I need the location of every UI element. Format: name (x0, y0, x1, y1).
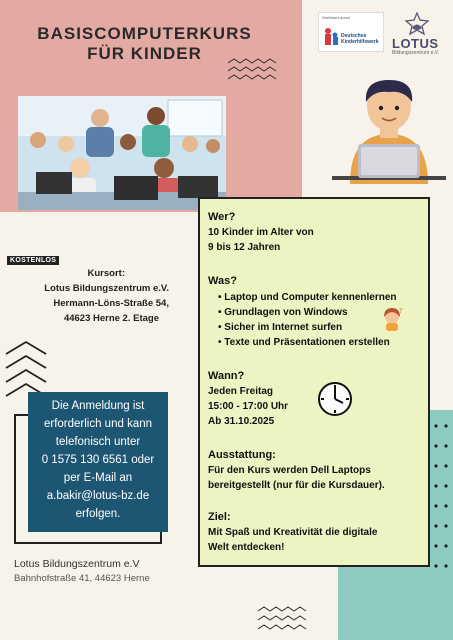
course-info-box (198, 197, 430, 567)
equipment-line-1: Für den Kurs werden Dell Laptops (208, 465, 371, 476)
equipment-label: Ausstattung: (208, 449, 276, 461)
page-title-line-1: BASISCOMPUTERKURS (37, 24, 252, 43)
what-item: • Grundlagen von Windows (218, 307, 348, 318)
registration-line: erforderlich und kann (43, 418, 153, 430)
when-line-3: Ab 31.10.2025 (208, 416, 275, 427)
registration-info-box (28, 392, 168, 532)
page-title-line-2: FÜR KINDER (87, 44, 202, 63)
lotus-logo-subtitle: Bildungszentrum e.V. (392, 50, 440, 56)
what-item: • Laptop und Computer kennenlernen (218, 292, 397, 303)
chevron-decoration (4, 340, 48, 400)
zigzag-decoration-top (228, 58, 278, 86)
sponsor-name-line-2: Kinderhilfswerk (341, 39, 379, 45)
registration-email: a.bakir@lotus-bz.de (46, 490, 150, 502)
when-line-1: Jeden Freitag (208, 386, 274, 397)
free-badge: KOSTENLOS (7, 256, 59, 265)
svg-text:?: ? (399, 307, 403, 315)
when-label: Wann? (208, 370, 245, 382)
sponsor-name-line-1: Deutsches (341, 33, 367, 39)
what-label: Was? (208, 275, 237, 287)
sponsor-name (341, 33, 383, 45)
location-label: Kursort: (87, 268, 125, 279)
lotus-logo-name: LOTUS (392, 36, 439, 51)
footer-organization-name: Lotus Bildungszentrum e.V (14, 558, 140, 570)
footer-address: Bahnhofstraße 41, 44623 Herne (14, 573, 150, 584)
goal-label: Ziel: (208, 511, 231, 523)
what-item: • Texte und Präsentationen erstellen (218, 337, 390, 348)
registration-line: per E-Mail an (63, 472, 133, 484)
classroom-photo (18, 96, 226, 210)
kid-with-laptop-illustration (330, 72, 448, 184)
equipment-line-2: bereitgestellt (nur für die Kursdauer). (208, 480, 385, 491)
goal-line-1: Mit Spaß und Kreativität die digitale (208, 527, 378, 538)
registration-line: telefonisch unter (55, 436, 141, 448)
registration-line: Die Anmeldung ist (51, 400, 145, 412)
thinking-girl-icon (380, 307, 404, 331)
goal-line-2: Welt entdecken! (208, 542, 285, 553)
location-line-1: Lotus Bildungszentrum e.V. (44, 283, 169, 294)
who-line-1: 10 Kinder im Alter von (208, 227, 314, 238)
registration-line: erfolgen. (75, 508, 121, 520)
sponsor-figure-icon (323, 27, 339, 47)
registration-phone: 0 1575 130 6561 oder (41, 454, 155, 466)
who-line-2: 9 bis 12 Jahren (208, 242, 281, 253)
sponsor-logo-card (318, 12, 384, 52)
dot-grid-decoration (432, 420, 452, 580)
what-item: • Sicher im Internet surfen (218, 322, 342, 333)
clock-icon (317, 381, 353, 417)
when-line-2: 15:00 - 17:00 Uhr (208, 401, 289, 412)
location-line-3: 44623 Herne 2. Etage (63, 313, 159, 324)
lotus-logo-icon (404, 12, 430, 36)
sponsor-caption: Gefördert durch (322, 15, 351, 20)
location-line-2: Hermann-Löns-Straße 54, (53, 298, 169, 309)
zigzag-decoration-bottom (258, 606, 308, 636)
who-label: Wer? (208, 211, 236, 223)
